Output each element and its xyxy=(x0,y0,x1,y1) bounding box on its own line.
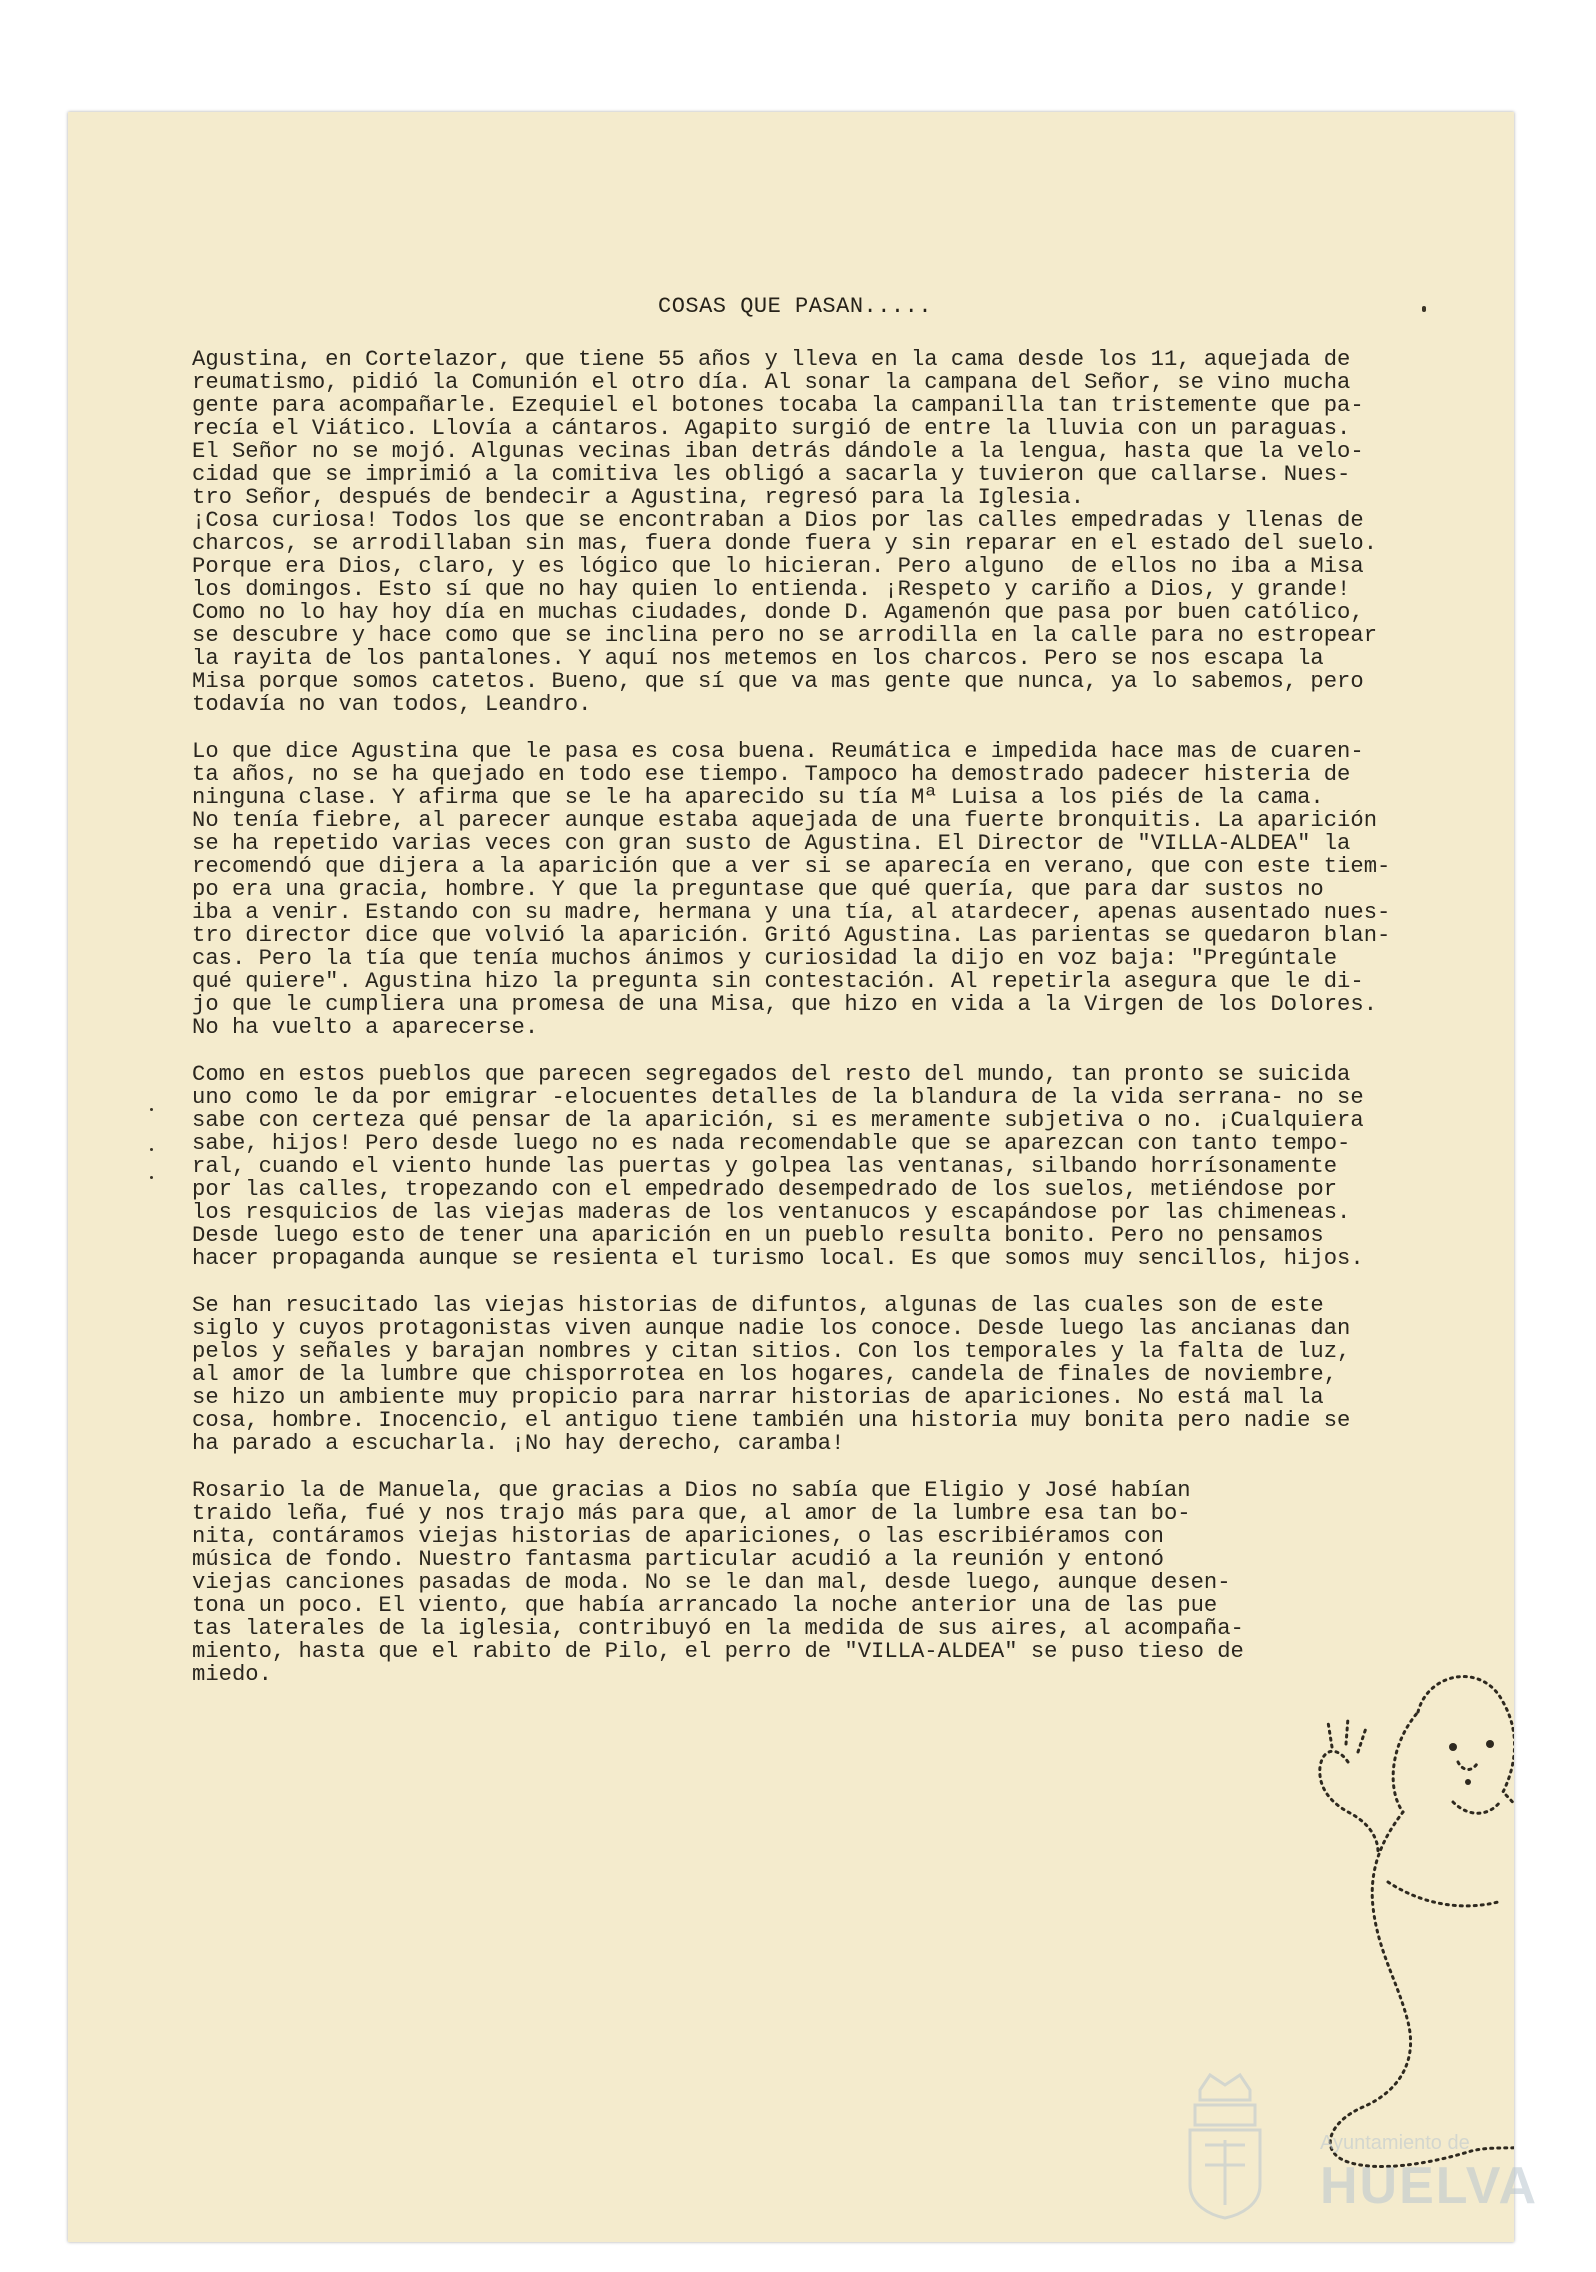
text-line: po era una gracia, hombre. Y que la preguntase que qué quería, que para dar sustos no xyxy=(192,877,1324,902)
text-line: tro director dice que volvió la aparición. Gritó Agustina. Las parientas se quedaron blan- xyxy=(192,923,1391,948)
watermark-line2: HUELVA xyxy=(1320,2157,1539,2215)
text-line: nita, contáramos viejas historias de apariciones, o las escribiéramos con xyxy=(192,1524,1164,1549)
text-line: por las calles, tropezando con el empedrado desempedrado de los suelos, metiéndose por xyxy=(192,1177,1338,1202)
coat-of-arms-icon xyxy=(1180,2070,1270,2220)
text-line: Agustina, en Cortelazor, que tiene 55 años y lleva en la cama desde los 11, aquejada de xyxy=(192,347,1351,372)
text-line: Como en estos pueblos que parecen segregados del resto del mundo, tan pronto se suicida xyxy=(192,1062,1351,1087)
text-line: la rayita de los pantalones. Y aquí nos metemos en los charcos. Pero se nos escapa la xyxy=(192,646,1324,671)
text-line: ninguna clase. Y afirma que se le ha aparecido su tía Mª Luisa a los piés de la cama. xyxy=(192,785,1324,810)
text-line: tro Señor, después de bendecir a Agustina, regresó para la Iglesia. xyxy=(192,485,1085,510)
paragraph xyxy=(192,1063,1492,1270)
text-line: miento, hasta que el rabito de Pilo, el perro de "VILLA-ALDEA" se puso tieso de xyxy=(192,1639,1244,1664)
text-line: recía el Viático. Llovía a cántaros. Agapito surgió de entre la lluvia con un paraguas. xyxy=(192,416,1351,441)
text-line: iba a venir. Estando con su madre, hermana y una tía, al atardecer, apenas ausentado nues- xyxy=(192,900,1391,925)
document-body xyxy=(192,348,1492,1710)
text-line: ta años, no se ha quejado en todo ese tiempo. Tampoco ha demostrado padecer histeria de xyxy=(192,762,1351,787)
text-line: El Señor no se mojó. Algunas vecinas iban detrás dándole a la lengua, hasta que la velo- xyxy=(192,439,1364,464)
text-line: Lo que dice Agustina que le pasa es cosa buena. Reumática e impedida hace mas de cuaren- xyxy=(192,739,1364,764)
ink-mark xyxy=(1422,306,1426,312)
text-line: tas laterales de la iglesia, contribuyó en la medida de sus aires, al acompaña- xyxy=(192,1616,1244,1641)
text-line: No tenía fiebre, al parecer aunque estaba aquejada de una fuerte bronquitis. La aparición xyxy=(192,808,1378,833)
text-line: Porque era Dios, claro, y es lógico que lo hicieran. Pero alguno de ellos no iba a Misa xyxy=(192,554,1364,579)
text-line: charcos, se arrodillaban sin mas, fuera donde fuera y sin reparar en el estado del suelo. xyxy=(192,531,1378,556)
text-line: cas. Pero la tía que tenía muchos ánimos y curiosidad la dijo en voz baja: "Pregúntale xyxy=(192,946,1338,971)
text-line: se ha repetido varias veces con gran susto de Agustina. El Director de "VILLA-ALDEA" la xyxy=(192,831,1351,856)
paragraph xyxy=(192,740,1492,1039)
ink-mark xyxy=(150,1176,153,1179)
text-line: traido leña, fué y nos trajo más para que, al amor de la lumbre esa tan bo- xyxy=(192,1501,1191,1526)
text-line: tona un poco. El viento, que había arrancado la noche anterior una de las pue xyxy=(192,1593,1218,1618)
text-line: Como no lo hay hoy día en muchas ciudades, donde D. Agamenón que pasa por buen católico, xyxy=(192,600,1364,625)
text-line: pelos y señales y barajan nombres y citan sitios. Con los temporales y la falta de luz, xyxy=(192,1339,1351,1364)
text-line: hacer propaganda aunque se resienta el turismo local. Es que somos muy sencillos, hijos. xyxy=(192,1246,1364,1271)
text-line: Rosario la de Manuela, que gracias a Dios no sabía que Eligio y José habían xyxy=(192,1478,1191,1503)
text-line: Desde luego esto de tener una aparición en un pueblo resulta bonito. Pero no pensamos xyxy=(192,1223,1324,1248)
watermark-line1: Ayuntamiento de xyxy=(1320,2132,1470,2154)
text-line: cidad que se imprimió a la comitiva les obligó a sacarla y tuvieron que callarse. Nues- xyxy=(192,462,1351,487)
text-line: ¡Cosa curiosa! Todos los que se encontraban a Dios por las calles empedradas y llenas de xyxy=(192,508,1364,533)
text-line: miedo. xyxy=(192,1662,272,1687)
text-line: se descubre y hace como que se inclina pero no se arrodilla en la calle para no estropear xyxy=(192,623,1378,648)
text-line: ha parado a escucharla. ¡No hay derecho, caramba! xyxy=(192,1431,845,1456)
document-title: COSAS QUE PASAN..... xyxy=(658,294,933,319)
ink-mark xyxy=(150,1148,153,1151)
text-line: gente para acompañarle. Ezequiel el botones tocaba la campanilla tan tristemente que pa- xyxy=(192,393,1364,418)
text-line: cosa, hombre. Inocencio, el antiguo tiene también una historia muy bonita pero nadie se xyxy=(192,1408,1351,1433)
ink-mark xyxy=(150,1108,153,1111)
text-line: sabe, hijos! Pero desde luego no es nada recomendable que se aparezcan con tanto tempo- xyxy=(192,1131,1351,1156)
paragraph xyxy=(192,348,1492,716)
text-line: Se han resucitado las viejas historias de difuntos, algunas de las cuales son de este xyxy=(192,1293,1324,1318)
text-line: qué quiere". Agustina hizo la pregunta sin contestación. Al repetirla asegura que le di- xyxy=(192,969,1364,994)
text-line: ral, cuando el viento hunde las puertas y golpea las ventanas, silbando horrísonamente xyxy=(192,1154,1338,1179)
text-line: recomendó que dijera a la aparición que a ver si se aparecía en verano, que con este tiem- xyxy=(192,854,1391,879)
text-line: reumatismo, pidió la Comunión el otro día. Al sonar la campana del Señor, se vino mucha xyxy=(192,370,1351,395)
text-line: se hizo un ambiente muy propicio para narrar historias de apariciones. No está mal la xyxy=(192,1385,1324,1410)
text-line: siglo y cuyos protagonistas viven aunque nadie los conoce. Desde luego las ancianas dan xyxy=(192,1316,1351,1341)
text-line: No ha vuelto a aparecerse. xyxy=(192,1015,539,1040)
text-line: los domingos. Esto sí que no hay quien lo entienda. ¡Respeto y cariño a Dios, y grande! xyxy=(192,577,1351,602)
text-line: sabe con certeza qué pensar de la aparición, si es meramente subjetiva o no. ¡Cualquiera xyxy=(192,1108,1364,1133)
text-line: los resquicios de las viejas maderas de los ventanucos y escapándose por las chimeneas. xyxy=(192,1200,1351,1225)
text-line: uno como le da por emigrar -elocuentes detalles de la blandura de la vida serrana- no se xyxy=(192,1085,1364,1110)
typed-document-page xyxy=(68,112,1514,2242)
text-line: música de fondo. Nuestro fantasma particular acudió a la reunión y entonó xyxy=(192,1547,1164,1572)
paragraph xyxy=(192,1294,1492,1455)
text-line: jo que le cumpliera una promesa de una Misa, que hizo en vida a la Virgen de los Dolores. xyxy=(192,992,1378,1017)
watermark xyxy=(1180,2070,1540,2220)
text-line: Misa porque somos catetos. Bueno, que sí que va mas gente que nunca, ya lo sabemos, pero xyxy=(192,669,1364,694)
text-line: al amor de la lumbre que chisporrotea en los hogares, candela de finales de noviembre, xyxy=(192,1362,1338,1387)
text-line: todavía no van todos, Leandro. xyxy=(192,692,592,717)
text-line: viejas canciones pasadas de moda. No se le dan mal, desde luego, aunque desen- xyxy=(192,1570,1231,1595)
